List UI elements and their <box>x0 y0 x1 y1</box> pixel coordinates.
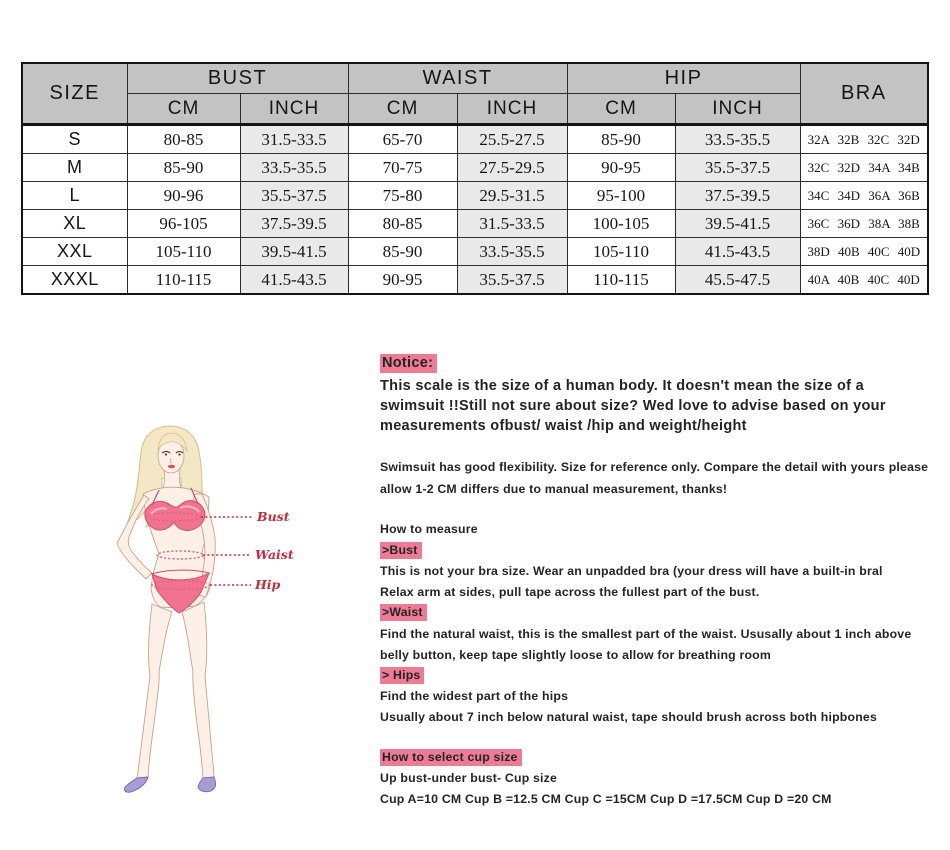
bra-value: 32C 32D 34A 34B <box>800 154 928 182</box>
figure-right-shoe <box>198 777 216 792</box>
table-row <box>22 266 928 295</box>
table-row <box>22 154 928 182</box>
bust-cm-value: 90-96 <box>127 182 240 210</box>
bust-cm-value: 85-90 <box>127 154 240 182</box>
bra-value: 40A 40B 40C 40D <box>800 266 928 295</box>
bust-inch-value: 37.5-39.5 <box>240 210 348 238</box>
hip-cm-value: 105-110 <box>567 238 675 266</box>
col-header-bust: BUST <box>127 63 348 94</box>
waist-inch-value: 33.5-35.5 <box>457 238 567 266</box>
table-row <box>22 238 928 266</box>
size-value: L <box>22 182 127 210</box>
cup-size-heading: How to select cup size <box>380 750 522 764</box>
size-value: S <box>22 125 127 154</box>
flexibility-line: Swimsuit has good flexibility. Size for reference only. Compare the detail with yours please <box>380 460 929 474</box>
hip-callout-label: Hip <box>255 577 281 592</box>
flexibility-line: allow 1-2 CM differs due to manual measurement, thanks! <box>380 482 728 496</box>
waist-cm-value: 70-75 <box>348 154 457 182</box>
hip-inch-value: 37.5-39.5 <box>675 182 800 210</box>
hips-instruction-line: Find the widest part of the hips <box>380 689 569 703</box>
hip-cm-value: 110-115 <box>567 266 675 295</box>
bust-cm-value: 105-110 <box>127 238 240 266</box>
col-header-bra: BRA <box>800 63 928 125</box>
measuring-notes <box>380 340 945 825</box>
waist-callout-label: Waist <box>255 547 294 562</box>
col-header-hip: HIP <box>567 63 800 94</box>
notice-heading: Notice: <box>380 355 437 371</box>
bust-cm-value: 96-105 <box>127 210 240 238</box>
waist-heading: >Waist <box>380 605 427 619</box>
waist-cm-value: 85-90 <box>348 238 457 266</box>
waist-cm-value: 75-80 <box>348 182 457 210</box>
waist-cm-value: 65-70 <box>348 125 457 154</box>
hip-inch-value: 33.5-35.5 <box>675 125 800 154</box>
subheader-bust-cm: CM <box>127 94 240 125</box>
waist-inch-value: 25.5-27.5 <box>457 125 567 154</box>
hip-inch-value: 39.5-41.5 <box>675 210 800 238</box>
subheader-hip-cm: CM <box>567 94 675 125</box>
figure-right-leg <box>182 602 214 778</box>
bust-instruction-line: This is not your bra size. Wear an unpadded bra (your dress will have a built-in bral <box>380 564 883 578</box>
hip-cm-value: 100-105 <box>567 210 675 238</box>
intro-line: swimsuit !!Still not sure about size? Wed love to advise based on your <box>380 398 886 414</box>
hip-inch-value: 35.5-37.5 <box>675 154 800 182</box>
size-value: XXL <box>22 238 127 266</box>
bust-cm-value: 110-115 <box>127 266 240 295</box>
subheader-bust-inch: INCH <box>240 94 348 125</box>
bust-inch-value: 33.5-35.5 <box>240 154 348 182</box>
waist-inch-value: 35.5-37.5 <box>457 266 567 295</box>
waist-instruction-line: Find the natural waist, this is the smallest part of the waist. Ususally about 1 inch above <box>380 627 912 641</box>
subheader-hip-inch: INCH <box>675 94 800 125</box>
size-value: XXXL <box>22 266 127 295</box>
bust-callout-label: Bust <box>257 509 290 524</box>
bra-value: 34C 34D 36A 36B <box>800 182 928 210</box>
subheader-waist-cm: CM <box>348 94 457 125</box>
bust-instruction-line: Relax arm at sides, pull tape across the fullest part of the bust. <box>380 585 760 599</box>
bust-inch-value: 31.5-33.5 <box>240 125 348 154</box>
waist-inch-value: 27.5-29.5 <box>457 154 567 182</box>
body-measurement-figure <box>105 422 305 812</box>
col-header-size: SIZE <box>22 63 127 125</box>
figure-left-shoe <box>124 777 148 792</box>
waist-inch-value: 29.5-31.5 <box>457 182 567 210</box>
bust-inch-value: 39.5-41.5 <box>240 238 348 266</box>
table-row <box>22 182 928 210</box>
intro-line: This scale is the size of a human body. It doesn't mean the size of a <box>380 378 864 394</box>
size-value: M <box>22 154 127 182</box>
waist-cm-value: 90-95 <box>348 266 457 295</box>
hip-cm-value: 95-100 <box>567 182 675 210</box>
size-value: XL <box>22 210 127 238</box>
subheader-waist-inch: INCH <box>457 94 567 125</box>
cup-size-line: Up bust-under bust- Cup size <box>380 771 558 785</box>
hips-instruction-line: Usually about 7 inch below natural waist, tape should brush across both hipbones <box>380 710 878 724</box>
bra-value: 38D 40B 40C 40D <box>800 238 928 266</box>
figure-left-leg <box>137 604 172 778</box>
bra-value: 36C 36D 38A 38B <box>800 210 928 238</box>
hip-inch-value: 41.5-43.5 <box>675 238 800 266</box>
size-table <box>21 62 929 295</box>
table-row <box>22 125 928 154</box>
bra-value: 32A 32B 32C 32D <box>800 125 928 154</box>
how-to-measure-heading: How to measure <box>380 522 478 536</box>
hip-inch-value: 45.5-47.5 <box>675 266 800 295</box>
hip-cm-value: 85-90 <box>567 125 675 154</box>
waist-instruction-line: belly button, keep tape slightly loose to allow for breathing room <box>380 648 772 662</box>
cup-size-line: Cup A=10 CM Cup B =12.5 CM Cup C =15CM Cup D =17.5CM Cup D =20 CM <box>380 792 832 806</box>
hips-heading: > Hips <box>380 668 424 682</box>
waist-cm-value: 80-85 <box>348 210 457 238</box>
table-row <box>22 210 928 238</box>
bust-inch-value: 35.5-37.5 <box>240 182 348 210</box>
bust-inch-value: 41.5-43.5 <box>240 266 348 295</box>
intro-line: measurements ofbust/ waist /hip and weight/height <box>380 418 747 434</box>
bust-heading: >Bust <box>380 543 422 557</box>
col-header-waist: WAIST <box>348 63 567 94</box>
waist-inch-value: 31.5-33.5 <box>457 210 567 238</box>
bust-cm-value: 80-85 <box>127 125 240 154</box>
hip-cm-value: 90-95 <box>567 154 675 182</box>
